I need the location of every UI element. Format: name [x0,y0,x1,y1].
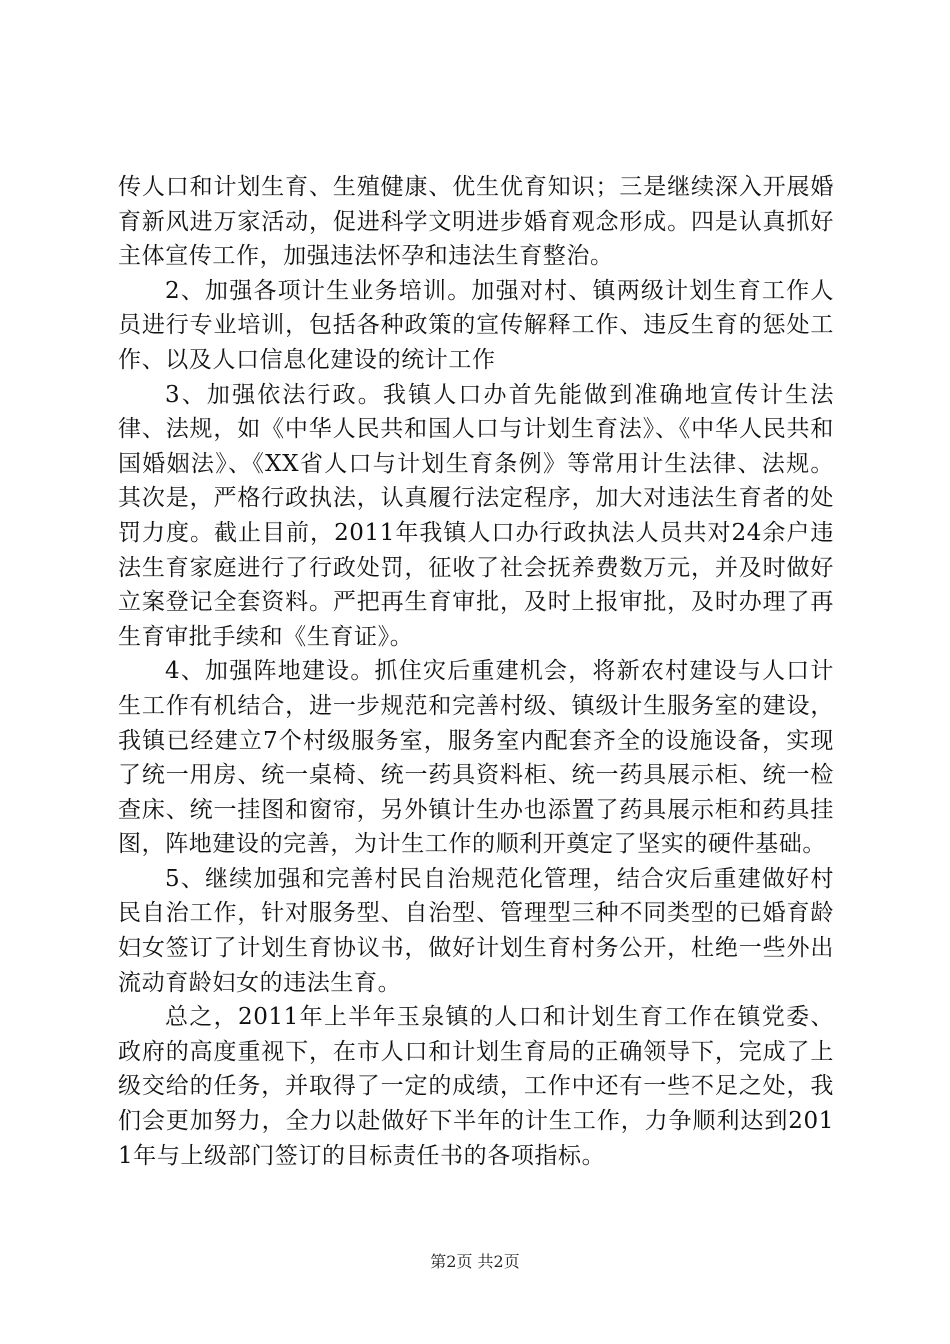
paragraph-item-3: 3、加强依法行政。我镇人口办首先能做到准确地宣传计生法律、法规，如《中华人民共和国人口与计划生育法》、《中华人民共和国婚姻法》、《XX省人口与计划生育条例》等常用计生法律、法规。其次是，严格行政执法，认真履行法定程序，加大对违法生育者的处罚力度。截止目前，2011年我镇人口办行政执法人员共对24余户违法生育家庭进行了行政处罚，征收了社会抚养费数万元，并及时做好立案登记全套资料。严把再生育审批，及时上报审批，及时办理了再生育审批手续和《生育证》。 [118,381,834,650]
paragraph-continuation: 传人口和计划生育、生殖健康、优生优育知识；三是继续深入开展婚育新风进万家活动，促进科学文明进步婚育观念形成。四是认真抓好主体宣传工作，加强违法怀孕和违法生育整治。 [118,174,834,270]
page-number-footer: 第2页 共2页 [430,1252,520,1271]
paragraph-item-5: 5、继续加强和完善村民自治规范化管理，结合灾后重建做好村民自治工作，针对服务型、自治型、管理型三种不同类型的已婚育龄妇女签订了计划生育协议书，做好计划生育村务公开，杜绝一些外出流动育龄妇女的违法生育。 [118,865,834,996]
paragraph-conclusion: 总之，2011年上半年玉泉镇的人口和计划生育工作在镇党委、政府的高度重视下，在市人口和计划生育局的正确领导下，完成了上级交给的任务，并取得了一定的成绩，工作中还有一些不足之处，我们会更加努力，全力以赴做好下半年的计生工作，力争顺利达到2011年与上级部门签订的目标责任书的各项指标。 [118,1004,834,1169]
paragraph-item-4: 4、加强阵地建设。抓住灾后重建机会，将新农村建设与人口计生工作有机结合，进一步规范和完善村级、镇级计生服务室的建设，我镇已经建立7个村级服务室，服务室内配套齐全的设施设备，实现了统一用房、统一桌椅、统一药具资料柜、统一药具展示柜、统一检查床、统一挂图和窗帘，另外镇计生办也添置了药具展示柜和药具挂图，阵地建设的完善，为计生工作的顺利开奠定了坚实的硬件基础。 [118,658,834,858]
paragraph-item-2: 2、加强各项计生业务培训。加强对村、镇两级计划生育工作人员进行专业培训，包括各种政策的宣传解释工作、违反生育的惩处工作、以及人口信息化建设的统计工作 [118,277,834,373]
document-body [118,170,834,1173]
